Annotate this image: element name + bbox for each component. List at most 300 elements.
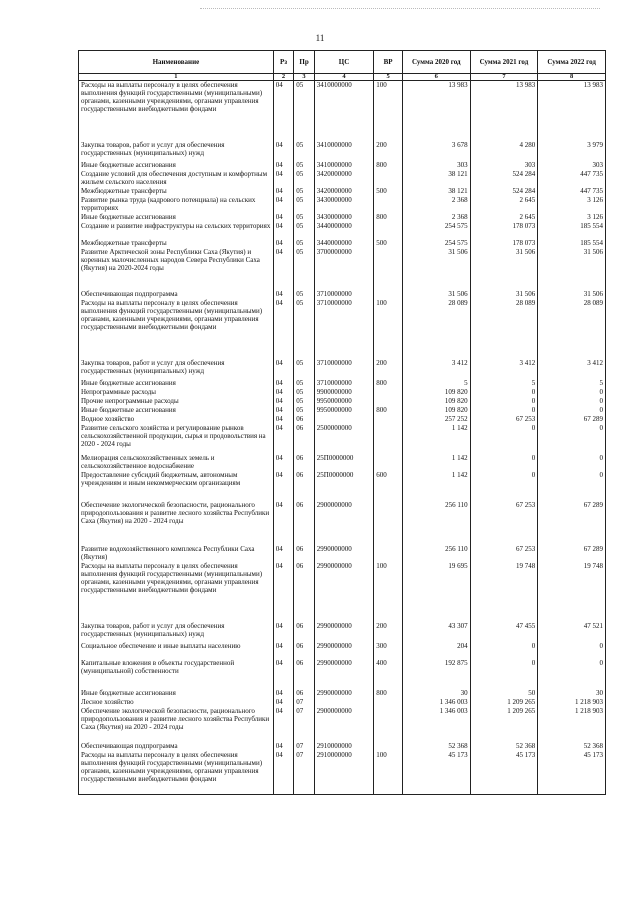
table-row xyxy=(79,196,606,213)
row-sum-2021: 0 xyxy=(470,471,538,501)
table-row xyxy=(79,161,606,170)
header-rz: Рз xyxy=(273,51,294,74)
header-col-num: 3 xyxy=(294,74,315,81)
row-cs: 9950000000 xyxy=(314,406,373,415)
row-pr: 05 xyxy=(294,397,315,406)
row-name: Закупка товаров, работ и услуг для обеспечения государственных (муниципальных) нужд xyxy=(79,622,274,642)
table-row xyxy=(79,742,606,751)
row-sum-2022: 19 748 xyxy=(538,562,606,622)
table-row xyxy=(79,397,606,406)
header-col-num: 2 xyxy=(273,74,294,81)
row-cs: 25П0000000 xyxy=(314,471,373,501)
row-pr: 07 xyxy=(294,742,315,751)
row-sum-2021: 0 xyxy=(470,659,538,689)
row-rz: 04 xyxy=(273,622,294,642)
row-name: Лесное хозяйство xyxy=(79,698,274,707)
row-sum-2020: 1 142 xyxy=(402,454,470,471)
row-sum-2021: 0 xyxy=(470,406,538,415)
row-rz: 04 xyxy=(273,501,294,545)
row-name: Расходы на выплаты персоналу в целях обеспечения выполнения функций государственными (муниципальными) органами, казенными учреждениями, органами управления государственными внебюджетными фондами xyxy=(79,562,274,622)
row-sum-2020: 2 368 xyxy=(402,196,470,213)
row-sum-2021: 2 645 xyxy=(470,196,538,213)
table-row xyxy=(79,545,606,562)
row-rz: 04 xyxy=(273,379,294,388)
row-sum-2020: 192 875 xyxy=(402,659,470,689)
row-vr: 200 xyxy=(374,622,403,642)
row-pr: 06 xyxy=(294,501,315,545)
row-sum-2021: 3 412 xyxy=(470,359,538,379)
row-sum-2020: 31 506 xyxy=(402,248,470,290)
row-sum-2021: 50 xyxy=(470,689,538,698)
row-pr: 06 xyxy=(294,562,315,622)
row-sum-2021: 1 209 265 xyxy=(470,707,538,742)
table-row xyxy=(79,141,606,161)
row-sum-2022: 0 xyxy=(538,424,606,454)
row-cs: 9900000000 xyxy=(314,388,373,397)
row-vr: 200 xyxy=(374,141,403,161)
row-cs: 25П0000000 xyxy=(314,454,373,471)
row-vr xyxy=(374,222,403,239)
table-row xyxy=(79,659,606,689)
row-rz: 04 xyxy=(273,562,294,622)
row-name: Создание условий для обеспечения доступным и комфортным жильем сельского населения xyxy=(79,170,274,187)
row-name: Обеспечивающая подпрограмма xyxy=(79,742,274,751)
header-col-num: 8 xyxy=(538,74,606,81)
row-pr: 06 xyxy=(294,415,315,424)
header-sum-2020: Сумма 2020 год xyxy=(402,51,470,74)
row-rz: 04 xyxy=(273,248,294,290)
row-vr: 500 xyxy=(374,239,403,248)
row-sum-2022: 1 218 903 xyxy=(538,707,606,742)
row-sum-2021: 0 xyxy=(470,397,538,406)
row-name: Иные бюджетные ассигнования xyxy=(79,213,274,222)
row-pr: 06 xyxy=(294,659,315,689)
row-vr: 400 xyxy=(374,659,403,689)
row-cs xyxy=(314,415,373,424)
table-row xyxy=(79,359,606,379)
row-rz: 04 xyxy=(273,707,294,742)
row-vr xyxy=(374,707,403,742)
row-sum-2020: 43 307 xyxy=(402,622,470,642)
row-cs: 3710000000 xyxy=(314,290,373,299)
row-pr: 05 xyxy=(294,213,315,222)
row-pr: 05 xyxy=(294,248,315,290)
row-vr xyxy=(374,454,403,471)
row-vr xyxy=(374,397,403,406)
row-name: Расходы на выплаты персоналу в целях обеспечения выполнения функций государственными (муниципальными) органами, казенными учреждениями, органами управления государственными внебюджетными фондами xyxy=(79,751,274,795)
row-vr: 800 xyxy=(374,161,403,170)
row-sum-2021: 52 368 xyxy=(470,742,538,751)
row-sum-2020: 2 368 xyxy=(402,213,470,222)
row-sum-2020: 3 678 xyxy=(402,141,470,161)
row-pr: 05 xyxy=(294,239,315,248)
header-cs: ЦС xyxy=(314,51,373,74)
row-sum-2022: 185 554 xyxy=(538,222,606,239)
row-rz: 04 xyxy=(273,742,294,751)
row-rz: 04 xyxy=(273,642,294,659)
row-cs: 2500000000 xyxy=(314,424,373,454)
table-row xyxy=(79,698,606,707)
row-sum-2022: 0 xyxy=(538,471,606,501)
row-sum-2021: 4 280 xyxy=(470,141,538,161)
row-pr: 05 xyxy=(294,222,315,239)
row-name: Развитие водохозяйственного комплекса Республики Саха (Якутия) xyxy=(79,545,274,562)
row-sum-2021: 178 073 xyxy=(470,239,538,248)
budget-table xyxy=(78,50,606,795)
row-vr: 300 xyxy=(374,642,403,659)
row-sum-2021: 2 645 xyxy=(470,213,538,222)
header-col-num: 1 xyxy=(79,74,274,81)
row-sum-2020: 204 xyxy=(402,642,470,659)
table-row xyxy=(79,222,606,239)
row-pr: 05 xyxy=(294,81,315,141)
row-sum-2022: 67 289 xyxy=(538,545,606,562)
table-body xyxy=(79,81,606,795)
table-row xyxy=(79,248,606,290)
row-sum-2020: 3 412 xyxy=(402,359,470,379)
row-sum-2020: 1 346 003 xyxy=(402,698,470,707)
row-pr: 05 xyxy=(294,290,315,299)
row-sum-2022: 3 126 xyxy=(538,196,606,213)
row-sum-2021: 67 253 xyxy=(470,545,538,562)
row-cs: 2990000000 xyxy=(314,562,373,622)
row-sum-2021: 524 284 xyxy=(470,170,538,187)
row-sum-2021: 1 209 265 xyxy=(470,698,538,707)
row-cs: 3710000000 xyxy=(314,379,373,388)
table-row xyxy=(79,290,606,299)
row-name: Обеспечивающая подпрограмма xyxy=(79,290,274,299)
header-name: Наименование xyxy=(79,51,274,74)
row-sum-2020: 257 252 xyxy=(402,415,470,424)
row-rz: 04 xyxy=(273,471,294,501)
row-name: Межбюджетные трансферты xyxy=(79,239,274,248)
row-sum-2022: 13 983 xyxy=(538,81,606,141)
row-name: Расходы на выплаты персоналу в целях обеспечения выполнения функций государственными (муниципальными) органами, казенными учреждениями, органами управления государственными внебюджетными фондами xyxy=(79,299,274,359)
row-rz: 04 xyxy=(273,161,294,170)
row-cs: 3410000000 xyxy=(314,161,373,170)
row-name: Водное хозяйство xyxy=(79,415,274,424)
row-sum-2022: 1 218 903 xyxy=(538,698,606,707)
table-row xyxy=(79,406,606,415)
row-vr xyxy=(374,501,403,545)
row-name: Обеспечение экологической безопасности, рационального природопользования и развитие лесного хозяйства Республики Саха (Якутия) на 2020 - 2024 годы xyxy=(79,707,274,742)
row-pr: 07 xyxy=(294,751,315,795)
row-vr xyxy=(374,698,403,707)
row-cs: 2990000000 xyxy=(314,659,373,689)
row-cs: 2990000000 xyxy=(314,622,373,642)
row-cs: 3710000000 xyxy=(314,299,373,359)
row-sum-2021: 45 173 xyxy=(470,751,538,795)
table-row xyxy=(79,81,606,141)
row-vr xyxy=(374,196,403,213)
header-sum-2021: Сумма 2021 год xyxy=(470,51,538,74)
row-sum-2021: 0 xyxy=(470,388,538,397)
row-pr: 05 xyxy=(294,406,315,415)
row-rz: 04 xyxy=(273,415,294,424)
row-sum-2020: 256 110 xyxy=(402,545,470,562)
row-sum-2022: 0 xyxy=(538,406,606,415)
row-sum-2022: 0 xyxy=(538,388,606,397)
row-rz: 04 xyxy=(273,222,294,239)
row-sum-2022: 28 089 xyxy=(538,299,606,359)
page-number: 11 xyxy=(315,33,325,43)
row-name: Иные бюджетные ассигнования xyxy=(79,161,274,170)
row-sum-2022: 3 126 xyxy=(538,213,606,222)
row-sum-2022: 45 173 xyxy=(538,751,606,795)
row-sum-2020: 109 820 xyxy=(402,388,470,397)
row-name: Прочие непрограммные расходы xyxy=(79,397,274,406)
row-sum-2022: 47 521 xyxy=(538,622,606,642)
table-row xyxy=(79,239,606,248)
row-sum-2021: 178 073 xyxy=(470,222,538,239)
row-sum-2020: 303 xyxy=(402,161,470,170)
row-sum-2021: 67 253 xyxy=(470,415,538,424)
row-rz: 04 xyxy=(273,196,294,213)
row-name: Создание и развитие инфраструктуры на сельских территориях xyxy=(79,222,274,239)
table-row xyxy=(79,689,606,698)
row-rz: 04 xyxy=(273,424,294,454)
row-vr: 800 xyxy=(374,213,403,222)
row-pr: 06 xyxy=(294,424,315,454)
row-cs: 2910000000 xyxy=(314,751,373,795)
row-rz: 04 xyxy=(273,170,294,187)
row-name: Развитие Арктической зоны Республики Саха (Якутия) и коренных малочисленных народов Севера Республики Саха (Якутия) на 2020-2024 годы xyxy=(79,248,274,290)
row-sum-2022: 3 979 xyxy=(538,141,606,161)
row-sum-2020: 31 506 xyxy=(402,290,470,299)
row-sum-2022: 0 xyxy=(538,659,606,689)
row-pr: 05 xyxy=(294,299,315,359)
row-rz: 04 xyxy=(273,397,294,406)
row-name: Обеспечение экологической безопасности, рационального природопользования и развитие лесного хозяйства Республики Саха (Якутия) на 2020 - 2024 годы xyxy=(79,501,274,545)
row-sum-2022: 67 289 xyxy=(538,415,606,424)
row-sum-2021: 67 253 xyxy=(470,501,538,545)
table-row xyxy=(79,562,606,622)
row-pr: 06 xyxy=(294,454,315,471)
table-row xyxy=(79,471,606,501)
table-row xyxy=(79,707,606,742)
row-sum-2020: 30 xyxy=(402,689,470,698)
row-sum-2021: 13 983 xyxy=(470,81,538,141)
row-rz: 04 xyxy=(273,659,294,689)
header-col-num: 7 xyxy=(470,74,538,81)
header-sum-2022: Сумма 2022 год xyxy=(538,51,606,74)
row-sum-2020: 1 142 xyxy=(402,471,470,501)
row-sum-2021: 0 xyxy=(470,642,538,659)
row-cs: 3410000000 xyxy=(314,81,373,141)
row-vr: 100 xyxy=(374,751,403,795)
row-sum-2022: 0 xyxy=(538,454,606,471)
header-col-num: 4 xyxy=(314,74,373,81)
row-vr: 500 xyxy=(374,187,403,196)
table-row xyxy=(79,501,606,545)
table-row xyxy=(79,213,606,222)
row-cs: 3440000000 xyxy=(314,239,373,248)
row-rz: 04 xyxy=(273,290,294,299)
row-pr: 07 xyxy=(294,698,315,707)
row-cs: 2910000000 xyxy=(314,742,373,751)
row-sum-2021: 303 xyxy=(470,161,538,170)
row-sum-2021: 31 506 xyxy=(470,290,538,299)
row-rz: 04 xyxy=(273,213,294,222)
table-row xyxy=(79,454,606,471)
row-sum-2022: 447 735 xyxy=(538,170,606,187)
row-sum-2020: 254 575 xyxy=(402,239,470,248)
row-sum-2020: 52 368 xyxy=(402,742,470,751)
row-sum-2020: 13 983 xyxy=(402,81,470,141)
row-vr xyxy=(374,170,403,187)
table-row xyxy=(79,424,606,454)
row-cs: 3420000000 xyxy=(314,170,373,187)
row-pr: 06 xyxy=(294,622,315,642)
row-pr: 05 xyxy=(294,359,315,379)
scan-top-rule xyxy=(200,8,600,10)
row-pr: 05 xyxy=(294,161,315,170)
row-cs: 2990000000 xyxy=(314,689,373,698)
row-sum-2022: 3 412 xyxy=(538,359,606,379)
row-sum-2021: 5 xyxy=(470,379,538,388)
row-sum-2022: 0 xyxy=(538,397,606,406)
row-cs: 2990000000 xyxy=(314,545,373,562)
row-pr: 05 xyxy=(294,187,315,196)
header-col-num: 5 xyxy=(374,74,403,81)
row-rz: 04 xyxy=(273,689,294,698)
row-vr: 800 xyxy=(374,406,403,415)
row-cs: 3410000000 xyxy=(314,141,373,161)
row-name: Иные бюджетные ассигнования xyxy=(79,689,274,698)
row-sum-2021: 19 748 xyxy=(470,562,538,622)
row-sum-2020: 38 121 xyxy=(402,170,470,187)
row-pr: 05 xyxy=(294,379,315,388)
row-sum-2020: 5 xyxy=(402,379,470,388)
row-sum-2020: 109 820 xyxy=(402,397,470,406)
row-cs: 3430000000 xyxy=(314,213,373,222)
row-sum-2020: 256 110 xyxy=(402,501,470,545)
row-sum-2022: 31 506 xyxy=(538,248,606,290)
row-rz: 04 xyxy=(273,388,294,397)
row-vr xyxy=(374,424,403,454)
row-rz: 04 xyxy=(273,545,294,562)
table-row xyxy=(79,187,606,196)
table-row xyxy=(79,622,606,642)
row-pr: 05 xyxy=(294,141,315,161)
row-cs: 3420000000 xyxy=(314,187,373,196)
row-rz: 04 xyxy=(273,406,294,415)
row-name: Предоставление субсидий бюджетным, автономным учреждениям и иным некоммерческим организациям xyxy=(79,471,274,501)
row-rz: 04 xyxy=(273,454,294,471)
row-sum-2020: 45 173 xyxy=(402,751,470,795)
header-vr: ВР xyxy=(374,51,403,74)
row-rz: 04 xyxy=(273,698,294,707)
row-sum-2022: 67 289 xyxy=(538,501,606,545)
row-name: Социальное обеспечение и иные выплаты населению xyxy=(79,642,274,659)
table-row xyxy=(79,299,606,359)
row-cs: 3440000000 xyxy=(314,222,373,239)
table-row xyxy=(79,415,606,424)
row-rz: 04 xyxy=(273,141,294,161)
row-sum-2022: 31 506 xyxy=(538,290,606,299)
row-name: Иные бюджетные ассигнования xyxy=(79,379,274,388)
row-cs xyxy=(314,698,373,707)
row-pr: 06 xyxy=(294,545,315,562)
row-vr: 600 xyxy=(374,471,403,501)
row-vr xyxy=(374,415,403,424)
row-cs: 9950000000 xyxy=(314,397,373,406)
row-vr xyxy=(374,290,403,299)
row-sum-2020: 109 820 xyxy=(402,406,470,415)
row-name: Межбюджетные трансферты xyxy=(79,187,274,196)
row-rz: 04 xyxy=(273,81,294,141)
row-sum-2022: 0 xyxy=(538,642,606,659)
row-name: Закупка товаров, работ и услуг для обеспечения государственных (муниципальных) нужд xyxy=(79,359,274,379)
row-sum-2020: 254 575 xyxy=(402,222,470,239)
row-sum-2021: 0 xyxy=(470,454,538,471)
row-pr: 07 xyxy=(294,707,315,742)
table-row xyxy=(79,379,606,388)
row-pr: 06 xyxy=(294,642,315,659)
row-name: Развитие рынка труда (кадрового потенциала) на сельских территориях xyxy=(79,196,274,213)
row-sum-2022: 185 554 xyxy=(538,239,606,248)
row-sum-2022: 5 xyxy=(538,379,606,388)
row-vr: 800 xyxy=(374,379,403,388)
row-sum-2020: 38 121 xyxy=(402,187,470,196)
row-sum-2021: 0 xyxy=(470,424,538,454)
row-sum-2021: 47 455 xyxy=(470,622,538,642)
row-sum-2021: 524 284 xyxy=(470,187,538,196)
row-vr xyxy=(374,545,403,562)
row-pr: 05 xyxy=(294,170,315,187)
row-cs: 2900000000 xyxy=(314,501,373,545)
row-name: Непрограммные расходы xyxy=(79,388,274,397)
header-pr: Пр xyxy=(294,51,315,74)
row-sum-2022: 52 368 xyxy=(538,742,606,751)
row-name: Капитальные вложения в объекты государственной (муниципальной) собственности xyxy=(79,659,274,689)
row-rz: 04 xyxy=(273,359,294,379)
row-sum-2021: 28 089 xyxy=(470,299,538,359)
row-rz: 04 xyxy=(273,187,294,196)
row-name: Закупка товаров, работ и услуг для обеспечения государственных (муниципальных) нужд xyxy=(79,141,274,161)
row-pr: 05 xyxy=(294,388,315,397)
row-cs: 3710000000 xyxy=(314,359,373,379)
row-vr: 200 xyxy=(374,359,403,379)
row-sum-2020: 1 346 003 xyxy=(402,707,470,742)
row-sum-2022: 30 xyxy=(538,689,606,698)
row-pr: 05 xyxy=(294,196,315,213)
row-name: Иные бюджетные ассигнования xyxy=(79,406,274,415)
row-vr xyxy=(374,248,403,290)
row-cs: 2900000000 xyxy=(314,707,373,742)
table-row xyxy=(79,388,606,397)
row-sum-2021: 31 506 xyxy=(470,248,538,290)
row-sum-2020: 28 089 xyxy=(402,299,470,359)
row-cs: 3700000000 xyxy=(314,248,373,290)
row-sum-2020: 1 142 xyxy=(402,424,470,454)
row-vr: 100 xyxy=(374,299,403,359)
row-name: Мелиорация сельскохозяйственных земель и сельскохозяйственное водоснабжение xyxy=(79,454,274,471)
row-vr xyxy=(374,742,403,751)
row-pr: 06 xyxy=(294,471,315,501)
header-col-num: 6 xyxy=(402,74,470,81)
row-name: Расходы на выплаты персоналу в целях обеспечения выполнения функций государственными (муниципальными) органами, казенными учреждениями, органами управления государственными внебюджетными фондами xyxy=(79,81,274,141)
row-vr: 800 xyxy=(374,689,403,698)
row-rz: 04 xyxy=(273,299,294,359)
row-vr: 100 xyxy=(374,81,403,141)
row-sum-2022: 447 735 xyxy=(538,187,606,196)
row-sum-2020: 19 695 xyxy=(402,562,470,622)
table-row xyxy=(79,642,606,659)
row-cs: 2990000000 xyxy=(314,642,373,659)
row-cs: 3430000000 xyxy=(314,196,373,213)
row-rz: 04 xyxy=(273,751,294,795)
